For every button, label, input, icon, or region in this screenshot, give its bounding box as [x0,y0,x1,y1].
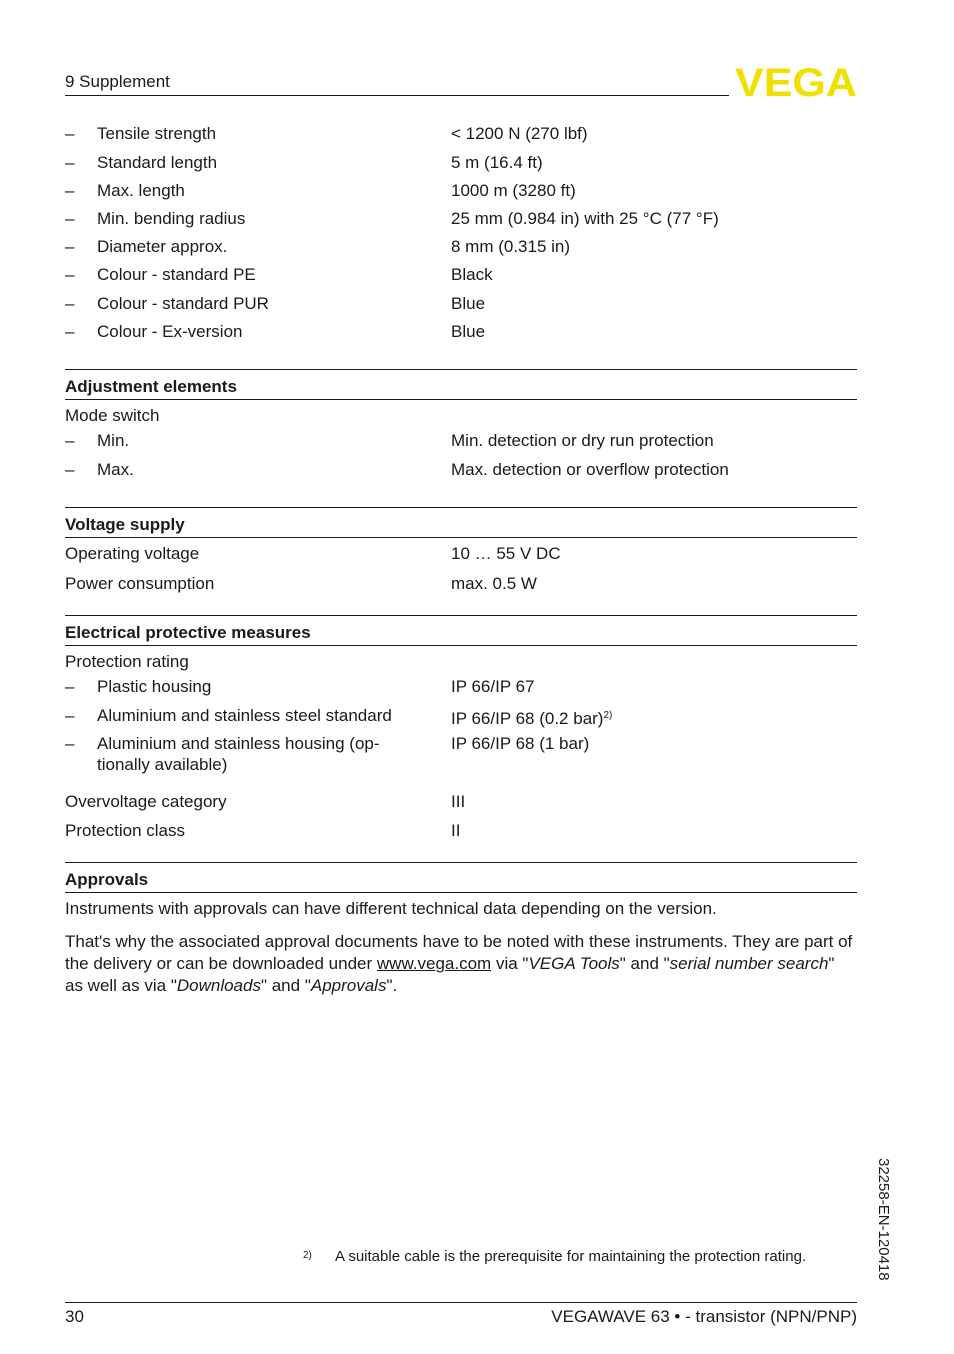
spec-row [65,459,857,481]
spec-value: max. 0.5 W [451,574,537,593]
spec-value: 5 m (16.4 ft) [451,153,543,172]
spec-value: II [451,821,461,840]
section-rule-bottom [65,645,857,646]
spec-row [65,430,857,452]
spec-label: Min. [97,431,130,450]
footer-product-title: VEGAWAVE 63 • - transistor (NPN/PNP) [551,1307,857,1326]
section-rule-bottom [65,537,857,538]
spec-label: Protection class [65,821,185,840]
spec-label: Plastic housing [97,677,212,696]
spec-label: Standard length [97,153,218,172]
spec-label: Colour - Ex-version [97,322,243,341]
dash: – [65,734,75,753]
spec-row [65,293,857,315]
spec-row [65,405,857,427]
vega-logo-text: VEGA [735,64,857,100]
footnote-text: A suitable cable is the prerequisite for maintaining the protection rating. [335,1248,807,1265]
spec-value: III [451,792,466,811]
emphasis: VEGA Tools [528,954,620,973]
spec-row [65,705,857,727]
section-rule-bottom [65,892,857,893]
header-rule [65,95,729,96]
dash: – [65,431,75,450]
text: ". [386,976,398,995]
dash: – [65,237,75,256]
spec-label: Mode switch [65,406,160,425]
spec-label: Aluminium and stainless housing (op- [97,734,380,753]
section-title-electrical: Electrical protective measures [65,623,311,642]
spec-row [65,321,857,343]
spec-row [65,573,857,595]
spec-label: Colour - standard PUR [97,294,269,313]
section-rule-bottom [65,399,857,400]
spec-row [65,651,857,673]
running-header-section: 9 Supplement [65,72,170,91]
emphasis: serial number search [669,954,829,973]
spec-value: Blue [451,322,486,341]
spec-label: Max. length [97,181,185,200]
spec-row [65,152,857,174]
approvals-paragraph-1: Instruments with approvals can have different technical data depending on the version. [65,899,717,918]
spec-label: Protection rating [65,652,189,671]
page-number: 30 [65,1307,84,1326]
spec-row [65,236,857,258]
dash: – [65,706,75,725]
spec-row [65,820,857,842]
section-rule-top [65,615,857,616]
spec-value: Max. detection or overflow protection [451,460,729,479]
spec-row [65,264,857,286]
spec-row [65,733,857,777]
footer-rule [65,1302,857,1303]
emphasis: Downloads [176,976,261,995]
section-rule-top [65,507,857,508]
spec-label: Power consumption [65,574,215,593]
dash: – [65,209,75,228]
spec-value: 25 mm (0.984 in) with 25 °C (77 °F) [451,209,719,228]
spec-value [451,705,612,730]
spec-value: IP 66/IP 67 [451,677,535,696]
dash: – [65,265,75,284]
spec-label: Colour - standard PE [97,265,256,284]
vega-website-link[interactable]: www.vega.com [376,954,492,973]
emphasis: Approvals [310,976,387,995]
spec-value: 1000 m (3280 ft) [451,181,576,200]
footnote-mark: 2) [303,1250,312,1261]
text: " and " [619,954,670,973]
spec-label: Aluminium and stainless steel standard [97,706,392,725]
spec-row [65,123,857,145]
spec-row [65,208,857,230]
section-rule-top [65,369,857,370]
dash: – [65,322,75,341]
dash: – [65,153,75,172]
approvals-paragraph-2 [65,931,857,997]
dash: – [65,460,75,479]
dash: – [65,124,75,143]
spec-row [65,676,857,698]
vega-logo [735,64,859,100]
spec-label: Min. bending radius [97,209,246,228]
spec-label: Operating voltage [65,544,200,563]
dash: – [65,677,75,696]
spec-row [65,791,857,813]
spec-value: 8 mm (0.315 in) [451,237,571,256]
spec-value-text: IP 66/IP 68 (0.2 bar) [451,709,604,728]
spec-row [65,180,857,202]
text: via " [491,954,529,973]
document-id: 32258-EN-120418 [875,1158,892,1281]
section-rule-top [65,862,857,863]
spec-label: Overvoltage category [65,792,227,811]
section-title-approvals: Approvals [65,870,149,889]
spec-label: Max. [97,460,134,479]
spec-value: Min. detection or dry run protection [451,431,714,450]
spec-label-continued: tionally available) [97,755,228,774]
section-title-voltage: Voltage supply [65,515,185,534]
spec-value: IP 66/IP 68 (1 bar) [451,734,590,753]
spec-value: Blue [451,294,486,313]
text: " as well as via " [65,954,835,995]
section-title-adjustment: Adjustment elements [65,377,237,396]
spec-label: Diameter approx. [97,237,228,256]
spec-value: < 1200 N (270 lbf) [451,124,588,143]
spec-label: Tensile strength [97,124,217,143]
dash: – [65,181,75,200]
text: " and " [260,976,311,995]
footnote-ref: 2) [603,710,613,721]
spec-value: Black [451,265,493,284]
dash: – [65,294,75,313]
text: That's why the associated approval documents have to be noted with these instruments. They are part of the delivery or can be downloaded under [65,932,853,973]
spec-value: 10 … 55 V DC [451,544,561,563]
spec-row [65,543,857,565]
